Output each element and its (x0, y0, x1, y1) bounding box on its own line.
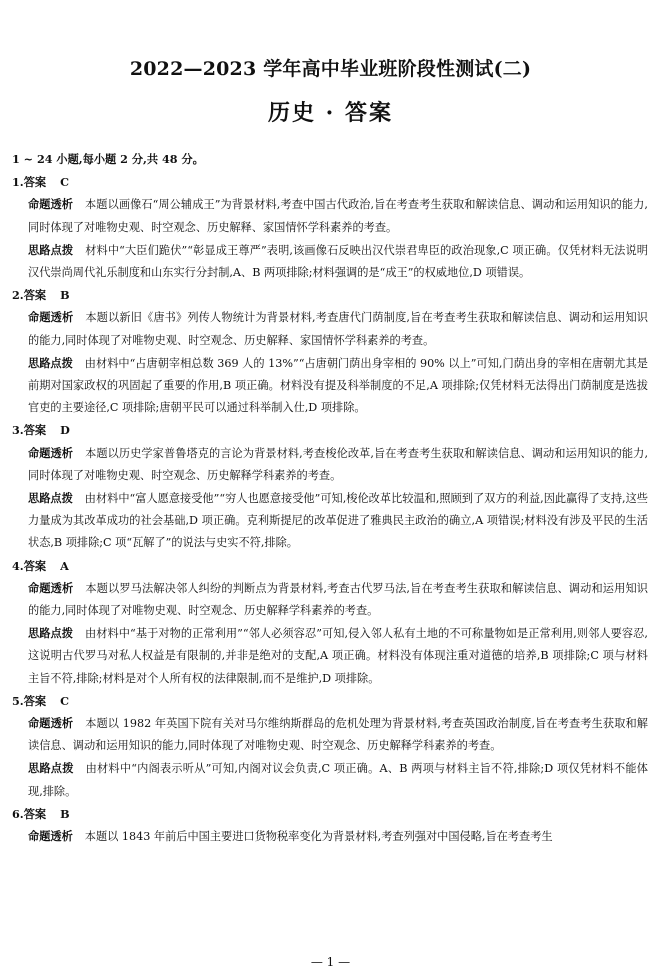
answer-label: 答案 (23, 175, 47, 190)
question-header (12, 555, 648, 577)
analysis-label: 命题透析 (28, 445, 74, 460)
analysis-paragraph (12, 193, 648, 238)
analysis-paragraph (12, 306, 648, 351)
question-header (12, 690, 648, 712)
answer-value: C (60, 693, 69, 708)
question-header (12, 803, 648, 825)
exam-title: 2022—2023 学年高中毕业班阶段性测试(二) (129, 58, 532, 80)
hint-label: 思路点拨 (28, 491, 73, 506)
hint-label: 思路点拨 (28, 242, 74, 257)
question-block (12, 803, 648, 848)
question-header (12, 284, 648, 306)
answer-label: 答案 (23, 558, 47, 573)
hint-paragraph (12, 757, 648, 802)
question-header (12, 171, 648, 193)
answer-value: B (60, 806, 70, 821)
question-header (12, 419, 648, 441)
hint-paragraph (12, 352, 648, 420)
analysis-text: 本题以 1843 年前后中国主要进口货物税率变化为背景材料,考查列强对中国侵略,旨在考查考生 (84, 830, 553, 844)
answer-value: A (60, 558, 69, 573)
hint-text: 由材料中“占唐朝宰相总数 369 人的 13%”“占唐朝门荫出身宰相的 90% 以上”可知,门荫出身的宰相在唐朝尤其是前期对国家政权的巩固起了重要的作用,B 项正确。材料没有提及科举制度的不足,A 项排除;仅凭材料无法得出门荫制度是选拔官吏的主要途径,C 项排除;唐朝平民可以通过科举制入仕,D 项排除。 (28, 356, 648, 415)
answer-body (12, 148, 648, 848)
hint-text: 由材料中“内阁表示听从”可知,内阁对议会负责,C 项正确。A、B 两项与材料主旨不符,排除;D 项仅凭材料不能体现,排除。 (28, 762, 648, 798)
analysis-label: 命题透析 (28, 197, 74, 212)
question-block (12, 171, 648, 284)
question-number: 3. (12, 423, 24, 438)
question-number: 2. (12, 288, 24, 303)
hint-text: 材料中“大臣们跪伏”“彰显成王尊严”表明,该画像石反映出汉代崇君卑臣的政治现象,C 项正确。仅凭材料无法说明汉代崇尚周代礼乐制度和山东实行分封制,A、B 两项排除;材料强调的是“成王”的权威地位,D 项错误。 (28, 243, 648, 280)
hint-text: 由材料中“富人愿意接受他”“穷人也愿意接受他”可知,梭伦改革比较温和,照顾到了双方的利益,因此赢得了支持,这些力量成为其改革成功的社会基础,D 项正确。克利斯提尼的改革促进了雅典民主政治的确立,A 项错误;材料没有涉及平民的生活状态,B 项排除;C 项“瓦解了”的说法与史实不符,排除。 (28, 492, 648, 550)
answer-value: C (60, 175, 69, 190)
analysis-text: 本题以罗马法解决邻人纠纷的判断点为背景材料,考查古代罗马法,旨在考查考生获取和解读信息、调动和运用知识的能力,同时体现了对唯物史观、时空观念、历史解释学科素养的考查。 (28, 581, 648, 618)
analysis-text: 本题以画像石“周公辅成王”为背景材料,考查中国古代政治,旨在考查考生获取和解读信息、调动和运用知识的能力,同时体现了对唯物史观、时空观念、历史解释、家国情怀学科素养的考查。 (28, 198, 648, 234)
analysis-paragraph (12, 712, 648, 757)
analysis-text: 本题以新旧《唐书》列传人物统计为背景材料,考查唐代门荫制度,旨在考查考生获取和解读信息、调动和运用知识的能力,同时体现了对唯物史观、时空观念、历史解释、家国情怀学科素养的考查。 (28, 311, 648, 347)
question-number: 6. (12, 806, 24, 821)
analysis-label: 命题透析 (28, 716, 74, 731)
question-block (12, 555, 648, 690)
page-number: — 1 — (310, 955, 351, 969)
analysis-paragraph (12, 442, 648, 487)
answer-label: 答案 (23, 423, 47, 438)
hint-label: 思路点拨 (28, 761, 74, 776)
question-block (12, 690, 648, 803)
analysis-text: 本题以 1982 年英国下院有关对马尔维纳斯群岛的危机处理为背景材料,考查英国政治制度,旨在考查考生获取和解读信息、调动和运用知识的能力,同时体现了对唯物史观、时空观念、历史解释学科素养的考查。 (28, 717, 648, 753)
hint-text: 由材料中“基于对物的正常利用”“邻人必须容忍”可知,侵入邻人私有土地的不可称量物如是正常利用,则邻人要容忍,这说明古代罗马对私人权益是有限制的,并非是绝对的支配,A 项正确。材料没有体现注重对道德的培养,B 项排除;C 项与材料主旨不符,排除;材料是对个人所有权的法律限制,而不是维护,D 项排除。 (28, 627, 648, 685)
analysis-label: 命题透析 (28, 829, 73, 844)
analysis-label: 命题透析 (28, 310, 74, 325)
hint-paragraph (12, 239, 648, 284)
answer-label: 答案 (23, 693, 47, 708)
answer-value: B (60, 288, 70, 303)
answer-value: D (60, 423, 70, 438)
answer-label: 答案 (23, 288, 47, 303)
hint-label: 思路点拨 (28, 355, 73, 370)
hint-paragraph (12, 487, 648, 555)
question-number: 5. (12, 693, 24, 708)
hint-label: 思路点拨 (28, 626, 74, 641)
page-subtitle: 历史 · 答案 (268, 100, 393, 126)
analysis-text: 本题以历史学家普鲁塔克的言论为背景材料,考查梭伦改革,旨在考查考生获取和解读信息、调动和运用知识的能力,同时体现了对唯物史观、时空观念、历史解释学科素养的考查。 (28, 446, 648, 482)
intro-line: 1 ~ 24 小题,每小题 2 分,共 48 分。 (12, 152, 204, 166)
hint-paragraph (12, 622, 648, 690)
question-block (12, 284, 648, 419)
analysis-paragraph (12, 825, 648, 848)
question-block (12, 419, 648, 554)
question-number: 1. (12, 175, 24, 190)
answer-label: 答案 (23, 806, 47, 821)
question-number: 4. (12, 558, 24, 573)
analysis-paragraph (12, 577, 648, 622)
analysis-label: 命题透析 (28, 580, 74, 595)
